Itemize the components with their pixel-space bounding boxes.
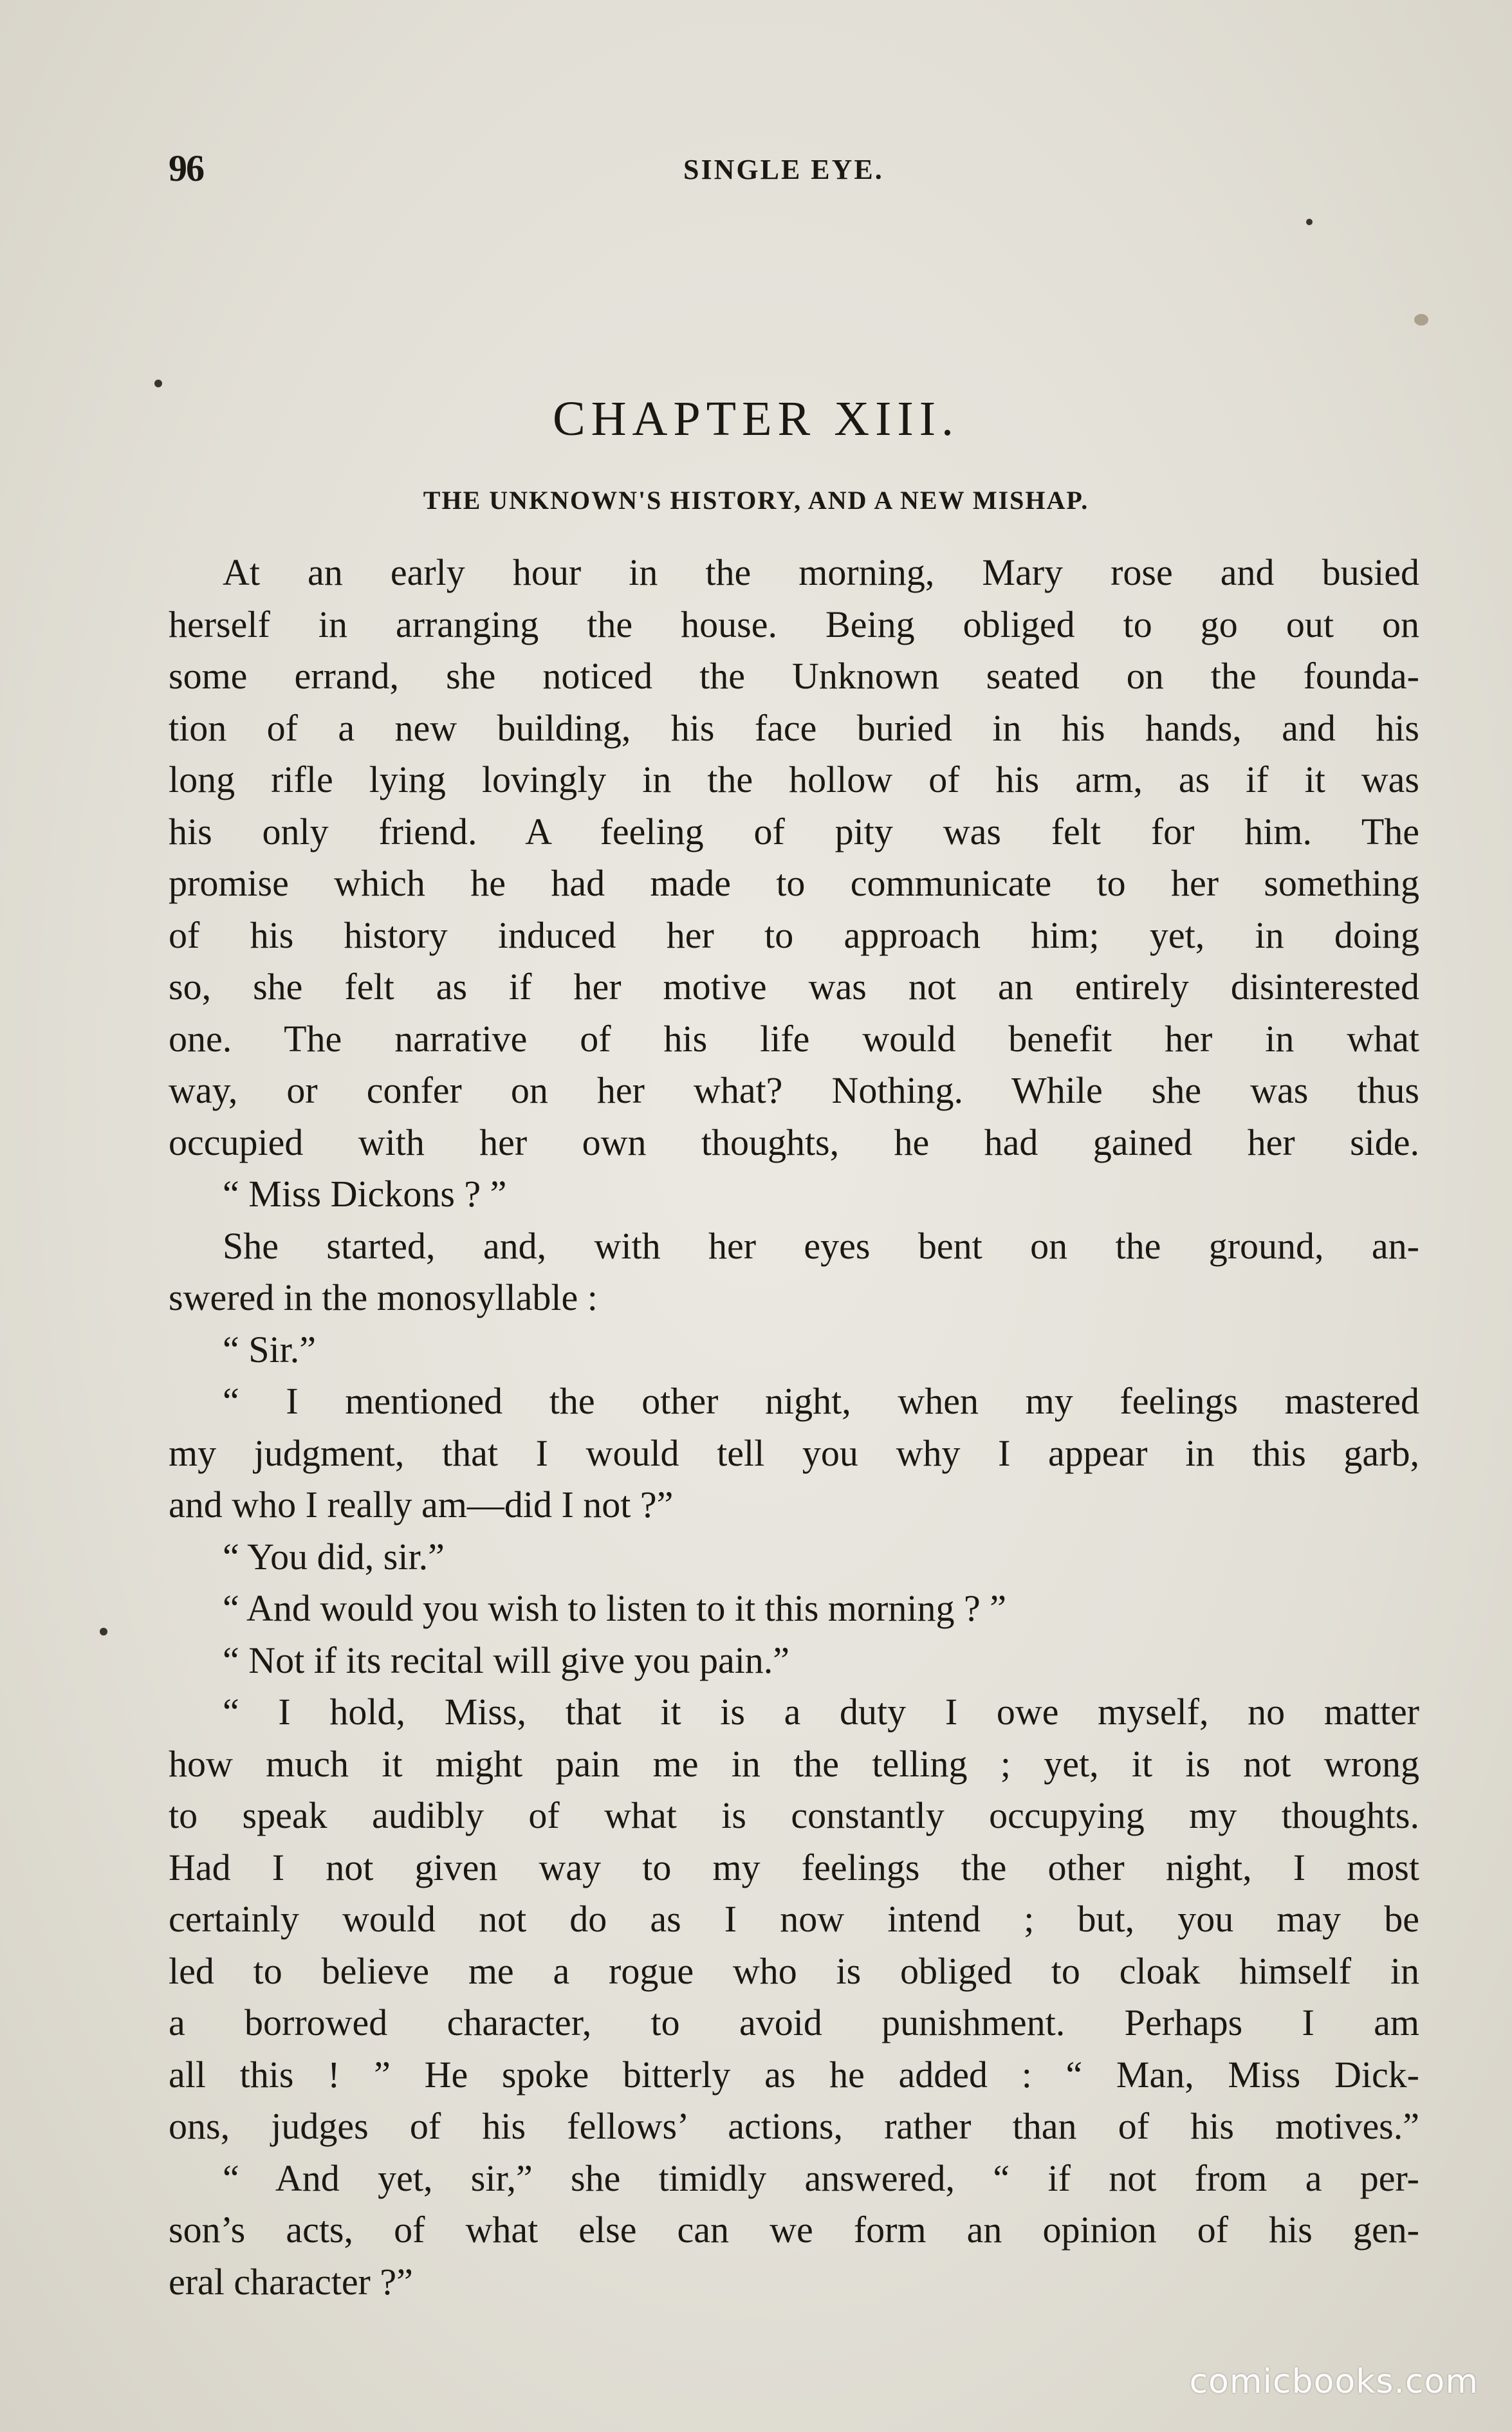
text-line: At an early hour in the morning, Mary rose and busied: [223, 551, 1419, 593]
page-number: 96: [169, 147, 203, 189]
text-line: a borrowed character, to avoid punishment. Perhaps I am: [169, 2002, 1419, 2043]
chapter-title: CHAPTER XIII.: [552, 392, 960, 446]
text-line: my judgment, that I would tell you why I appear in this garb,: [169, 1432, 1419, 1474]
running-head: [169, 147, 1430, 192]
paragraph: [169, 1221, 1419, 1324]
text-line: of his history induced her to approach him; yet, in doing: [169, 914, 1419, 956]
text-line: “ And would you wish to listen to it this morning ? ”: [223, 1587, 1006, 1629]
text-line: ons, judges of his fellows’ actions, rather than of his motives.”: [169, 2105, 1419, 2147]
text-line: Had I not given way to my feelings the other night, I most: [169, 1846, 1419, 1888]
text-line: promise which he had made to communicate to her something: [169, 862, 1419, 904]
text-line: son’s acts, of what else can we form an opinion of his gen-: [169, 2209, 1419, 2251]
chapter-subtitle: THE UNKNOWN'S HISTORY, AND A NEW MISHAP.: [423, 486, 1089, 515]
paragraph: [169, 1376, 1419, 1531]
text-line: led to believe me a rogue who is obliged to cloak himself in: [169, 1949, 1419, 1992]
print-speck: [1414, 314, 1428, 326]
body-text: [169, 547, 1419, 2308]
text-line: how much it might pain me in the telling ; yet, it is not wrong: [169, 1742, 1419, 1785]
text-line: “ I hold, Miss, that it is a duty I owe myself, no matter: [223, 1691, 1419, 1733]
text-line: eral character ?”: [169, 2260, 413, 2303]
paragraph: [169, 547, 1419, 1168]
print-speck: [154, 380, 162, 387]
text-line: one. The narrative of his life would benefit her in what: [169, 1017, 1419, 1060]
paragraph: [169, 1324, 1419, 1376]
paragraph: [169, 1583, 1419, 1635]
text-line: so, she felt as if her motive was not an entirely disinterested: [169, 966, 1419, 1008]
paragraph: [169, 2153, 1419, 2308]
text-line: and who I really am—did I not ?”: [169, 1484, 674, 1525]
text-line: some errand, she noticed the Unknown seated on the founda-: [169, 655, 1419, 697]
text-line: “ Sir.”: [223, 1328, 316, 1370]
text-line: “ Not if its recital will give you pain.”: [223, 1639, 790, 1681]
text-line: She started, and, with her eyes bent on the ground, an-: [223, 1224, 1419, 1267]
text-line: “ And yet, sir,” she timidly answered, “ if not from a per-: [223, 2157, 1419, 2199]
text-line: “ Miss Dickons ? ”: [223, 1173, 507, 1215]
text-line: swered in the monosyllable :: [169, 1276, 598, 1318]
print-speck: [100, 1628, 107, 1635]
paragraph: [169, 1531, 1419, 1583]
paragraph: [169, 1686, 1419, 2153]
text-line: all this ! ” He spoke bitterly as he added : “ Man, Miss Dick-: [169, 2053, 1419, 2096]
text-line: “ I mentioned the other night, when my feelings mastered: [223, 1380, 1419, 1422]
print-speck: [1306, 219, 1313, 225]
text-line: herself in arranging the house. Being obliged to go out on: [169, 603, 1419, 645]
watermark: comicbooks.com: [1189, 2363, 1479, 2401]
paragraph: [169, 1635, 1419, 1687]
text-line: tion of a new building, his face buried in his hands, and his: [169, 706, 1419, 749]
text-line: way, or confer on her what? Nothing. While she was thus: [169, 1069, 1419, 1111]
text-line: occupied with her own thoughts, he had gained her side.: [169, 1121, 1419, 1163]
paragraph: [169, 1168, 1419, 1221]
running-title: SINGLE EYE.: [683, 154, 884, 185]
text-line: certainly would not do as I now intend ; but, you may be: [169, 1898, 1419, 1940]
text-line: to speak audibly of what is constantly occupying my thoughts.: [169, 1794, 1419, 1836]
text-line: long rifle lying lovingly in the hollow of his arm, as if it was: [169, 759, 1419, 800]
text-line: “ You did, sir.”: [223, 1535, 445, 1578]
text-line: his only friend. A feeling of pity was felt for him. The: [169, 810, 1419, 852]
